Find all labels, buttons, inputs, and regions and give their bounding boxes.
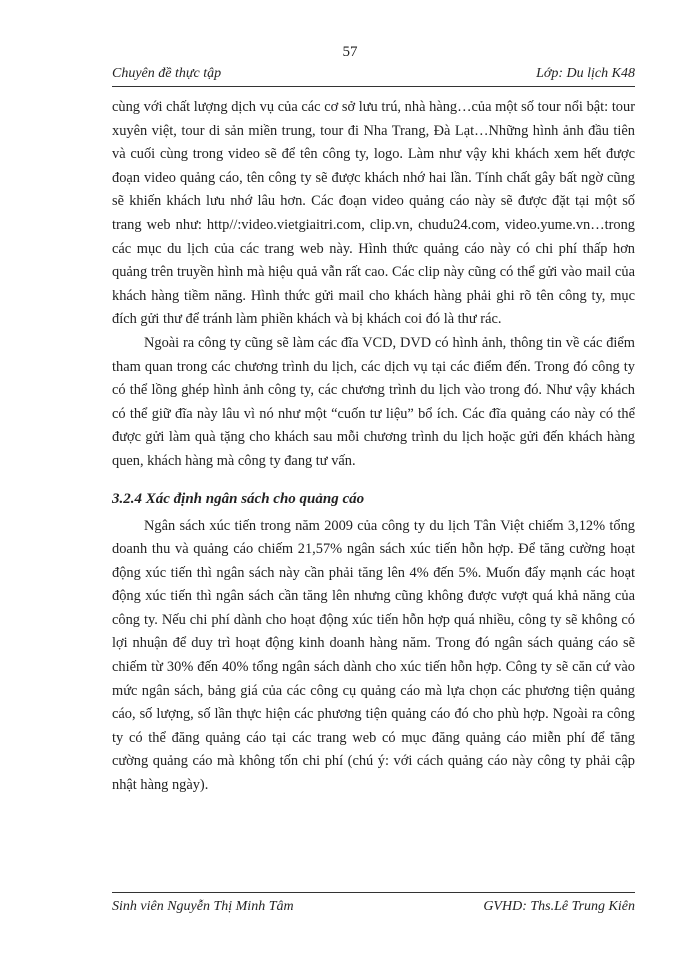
footer-student-name: Sinh viên Nguyễn Thị Minh Tâm (112, 899, 294, 914)
paragraph-budget: Ngân sách xúc tiến trong năm 2009 của công ty du lịch Tân Việt chiếm 3,12% tổng doanh thu và quảng cáo chiếm 21,57% ngân sách xúc tiến hỗn hợp. Để tăng cường hoạt động xúc tiến thì ngân sách này cần phải tăng lên 4% đến 5%. Muốn đẩy mạnh các hoạt động xúc tiến thì ngân sách cần tăng lên nhưng cũng không được vượt quá khả năng của công ty. Nếu chi phí dành cho hoạt động xúc tiến hỗn hợp quá nhiều, công ty sẽ không có lợi nhuận để duy trì hoạt động kinh doanh hàng năm. Trong đó ngân sách quảng cáo sẽ chiếm từ 30% đến 40% tổng ngân sách dành cho xúc tiến hỗn hợp. Công ty sẽ căn cứ vào mức ngân sách, bảng giá của các công cụ quảng cáo mà lựa chọn các phương tiện quảng cáo, số lượng, số lần thực hiện các phương tiện quảng cáo đó cho phù hợp. Ngoài ra công ty có thể đăng quảng cáo tại các trang web có mục đăng quảng cáo miễn phí để tăng cường quảng cáo mà không tốn chi phí (chú ý: với cách quảng cáo này công ty phải cập nhật hàng ngày). (112, 517, 635, 794)
page-footer (112, 892, 635, 919)
header-class-label: Lớp: Du lịch K48 (536, 66, 635, 81)
page-header (112, 66, 635, 87)
footer-supervisor: GVHD: Ths.Lê Trung Kiên (483, 899, 635, 914)
paragraph-video-ads: cùng với chất lượng dịch vụ của các cơ sở lưu trú, nhà hàng…của một số tour nổi bật: tour xuyên việt, tour di sản miền trung, tour đi Nha Trang, Đà Lạt…Những hình ảnh đầu tiên và cuối cùng trong video sẽ để tên công ty, logo. Làm như vậy khi khách xem hết được đoạn video quảng cáo, tên công ty sẽ được khách nhớ hai lần. Tính chất gây bất ngờ cũng sẽ khiến khách lưu nhớ lâu hơn. Các đoạn video quảng cáo này sẽ được đặt tại một số trang web như: http//:video.vietgiaitri.com, clip.vn, chudu24.com, video.yume.vn…trong các mục du lịch của các trang web này. Hình thức quảng cáo này có chi phí thấp hơn quảng trên truyền hình mà hiệu quả vẫn rất cao. Các clip này cũng có thể gửi vào mail của khách hàng tiềm năng. Hình thức gửi mail cho khách hàng phải ghi rõ tên công ty, mục đích gửi thư để tránh làm phiền khách và bị khách coi đó là thư rác. (112, 99, 635, 328)
page-number: 57 (342, 44, 358, 60)
page-body (112, 96, 635, 798)
paragraph-dvd-ads: Ngoài ra công ty cũng sẽ làm các đĩa VCD, DVD có hình ảnh, thông tin về các điểm tham quan trong các chương trình du lịch, các dịch vụ tại các điểm đến. Trong đó công ty có thể lồng ghép hình ảnh công ty, các chương trình du lịch vào trong đó. Như vậy khách có thể giữ đĩa này lâu vì nó như một “cuốn tư liệu” bổ ích. Các đĩa quảng cáo này có thể được gửi làm quà tặng cho khách sau mỗi chương trình du lịch hoặc gửi đến khách hàng quen, khách hàng mà công ty đang tư vấn. (112, 334, 635, 469)
section-heading: 3.2.4 Xác định ngân sách cho quảng cáo (112, 490, 365, 507)
header-document-title: Chuyên đề thực tập (112, 66, 222, 81)
